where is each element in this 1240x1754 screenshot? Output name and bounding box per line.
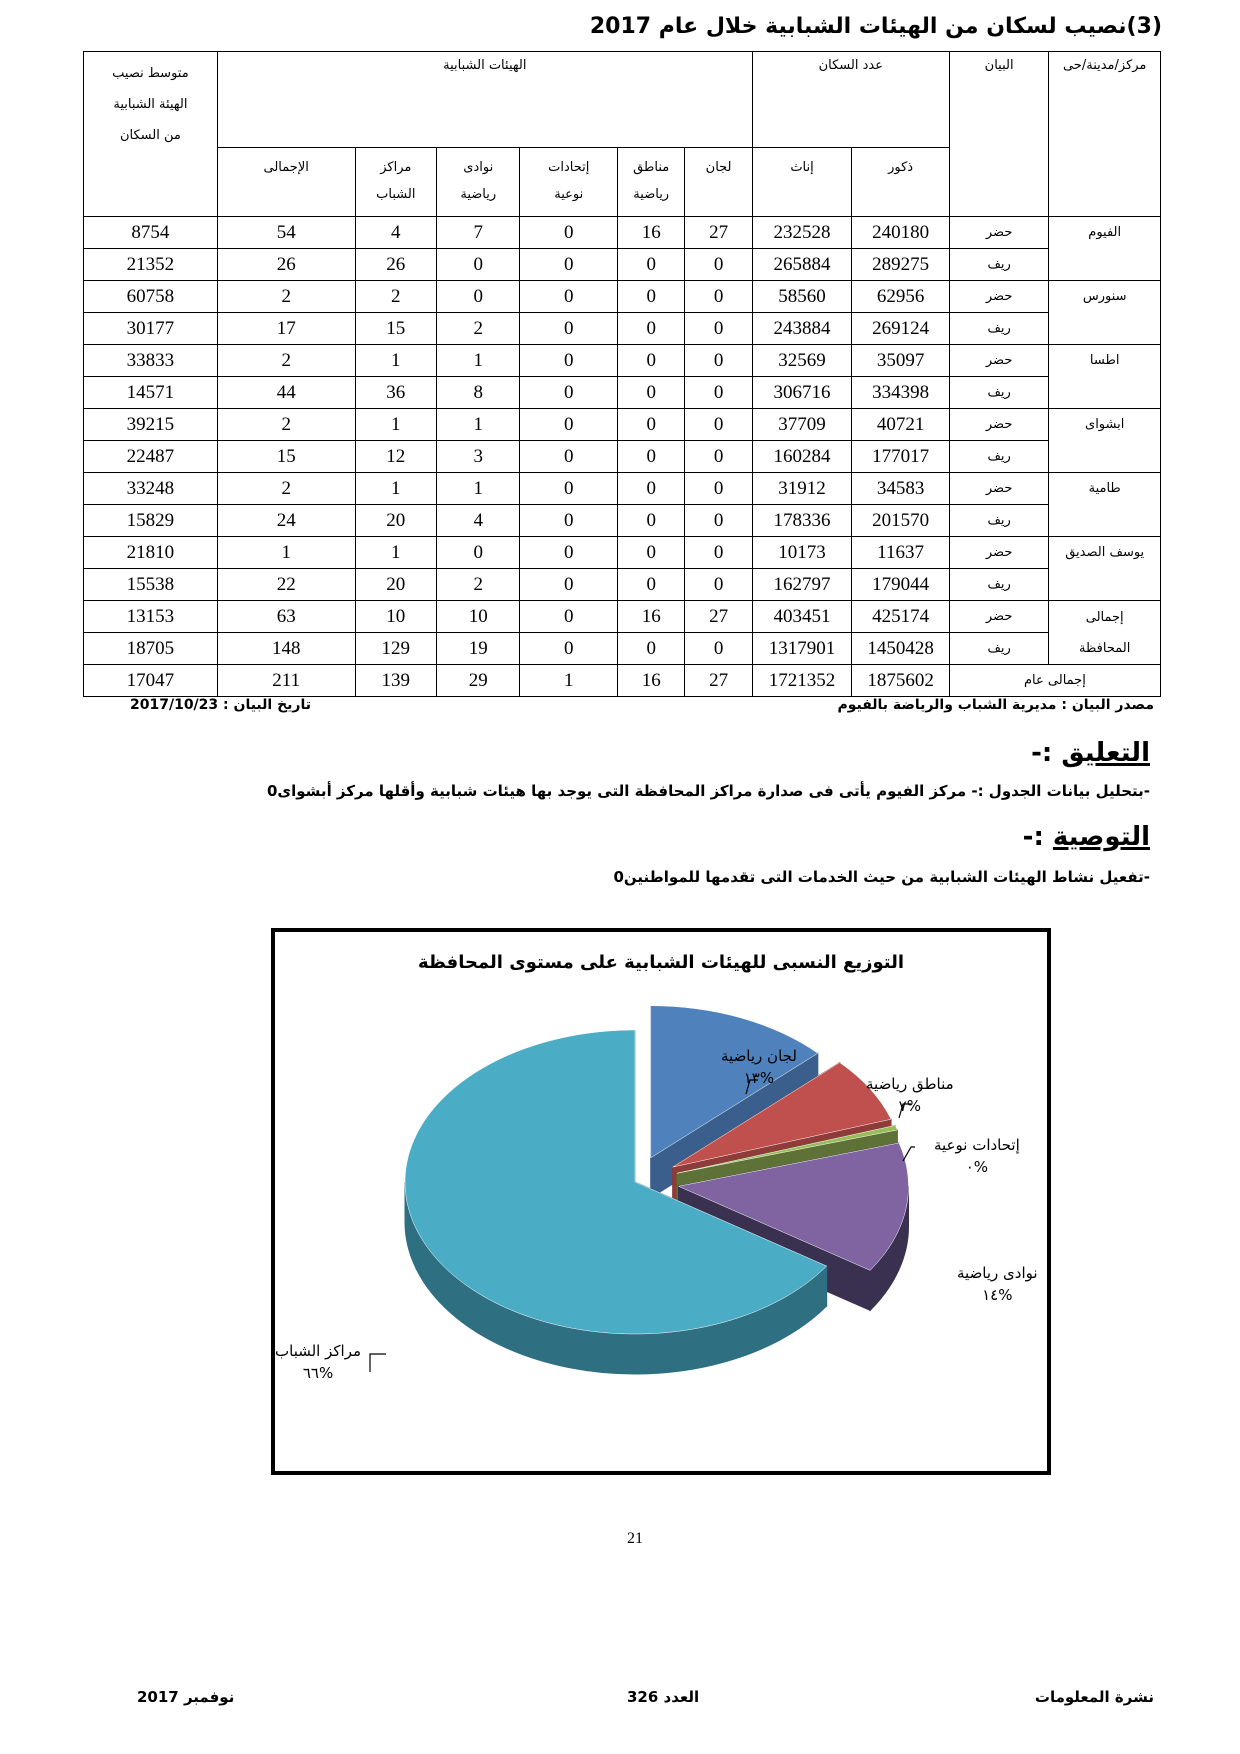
average-cell: 39215 <box>84 409 218 441</box>
urban-label: حضر <box>949 537 1049 569</box>
header-statement: البيان <box>949 52 1049 217</box>
zones-cell: 0 <box>618 313 685 345</box>
zones-cell: 0 <box>618 377 685 409</box>
zones-cell: 16 <box>618 217 685 249</box>
header-males: ذكور <box>852 148 950 217</box>
leader-line <box>903 1147 915 1161</box>
youth-cell: 20 <box>355 505 436 537</box>
average-cell: 33248 <box>84 473 218 505</box>
average-cell: 14571 <box>84 377 218 409</box>
table-row <box>84 377 1161 409</box>
youth-cell: 26 <box>355 249 436 281</box>
committees-cell: 0 <box>685 441 752 473</box>
rural-label: ريف <box>949 313 1049 345</box>
youth-cell: 10 <box>355 601 436 633</box>
males-cell: 201570 <box>852 505 950 537</box>
slice-label: مراكز الشباب %٦٦ <box>275 1342 362 1382</box>
committees-cell: 0 <box>685 633 752 665</box>
zones-cell: 16 <box>618 601 685 633</box>
header-females: إناث <box>752 148 852 217</box>
unions-cell: 0 <box>520 345 618 377</box>
unions-cell: 0 <box>520 313 618 345</box>
unions-cell: 0 <box>520 473 618 505</box>
committees-cell: 0 <box>685 345 752 377</box>
zones-cell: 0 <box>618 505 685 537</box>
table-row <box>84 633 1161 665</box>
header-youth-bodies: الهيئات الشبابية <box>217 52 752 148</box>
committees-cell: 0 <box>685 537 752 569</box>
clubs-cell: 7 <box>437 217 520 249</box>
youth-cell: 12 <box>355 441 436 473</box>
total-cell: 2 <box>217 281 355 313</box>
total-cell: 54 <box>217 217 355 249</box>
rural-label: ريف <box>949 633 1049 665</box>
header-average: متوسط نصيب الهيئة الشبابية من السكان <box>84 52 218 217</box>
unions-cell: 0 <box>520 281 618 313</box>
total-cell: 17 <box>217 313 355 345</box>
clubs-cell: 1 <box>437 409 520 441</box>
females-cell: 243884 <box>752 313 852 345</box>
table-row <box>84 537 1161 569</box>
comment-text: -بتحليل بيانات الجدول :- مركز الفيوم يأتى فى صدارة مراكز المحافظة التى يوجد بها هيئات شبابية وأقلها مركز أبشواى0 <box>266 782 1150 800</box>
header-unions: إتحادات نوعية <box>520 148 618 217</box>
youth-cell: 15 <box>355 313 436 345</box>
males-cell: 334398 <box>852 377 950 409</box>
total-cell: 2 <box>217 345 355 377</box>
header-population: عدد السكان <box>752 52 949 148</box>
total-cell: 26 <box>217 249 355 281</box>
average-cell: 8754 <box>84 217 218 249</box>
zones-cell: 0 <box>618 345 685 377</box>
zones-cell: 0 <box>618 633 685 665</box>
clubs-cell: 0 <box>437 537 520 569</box>
zones-cell: 0 <box>618 409 685 441</box>
clubs-cell: 10 <box>437 601 520 633</box>
governorate-total-label: إجمالى المحافظة <box>1049 601 1161 665</box>
females-cell: 306716 <box>752 377 852 409</box>
males-cell: 179044 <box>852 569 950 601</box>
recommendation-heading: التوصية :- <box>1022 822 1150 852</box>
committees-cell: 27 <box>685 601 752 633</box>
total-cell: 148 <box>217 633 355 665</box>
males-cell: 289275 <box>852 249 950 281</box>
pie-chart <box>275 932 1047 1471</box>
unions-cell: 0 <box>520 217 618 249</box>
table-row <box>84 569 1161 601</box>
youth-cell: 20 <box>355 569 436 601</box>
table-row <box>84 409 1161 441</box>
youth-cell: 1 <box>355 345 436 377</box>
grand-total-row <box>84 665 1161 697</box>
males-cell: 177017 <box>852 441 950 473</box>
urban-label: حضر <box>949 345 1049 377</box>
zones-cell: 0 <box>618 249 685 281</box>
area-name: الفيوم <box>1049 217 1161 281</box>
average-cell: 21810 <box>84 537 218 569</box>
average-cell: 18705 <box>84 633 218 665</box>
committees-cell: 0 <box>685 409 752 441</box>
slice-label: نوادى رياضية %١٤ <box>957 1264 1038 1304</box>
average-cell: 15538 <box>84 569 218 601</box>
rural-label: ريف <box>949 249 1049 281</box>
males-cell: 35097 <box>852 345 950 377</box>
clubs-cell: 29 <box>437 665 520 697</box>
committees-cell: 0 <box>685 281 752 313</box>
footer-date: نوفمبر 2017 <box>137 1688 235 1706</box>
zones-cell: 0 <box>618 473 685 505</box>
clubs-cell: 1 <box>437 473 520 505</box>
average-cell: 13153 <box>84 601 218 633</box>
footer-issue: العدد 326 <box>627 1688 700 1706</box>
slice-label: لجان رياضية %١٣ <box>721 1047 797 1087</box>
females-cell: 403451 <box>752 601 852 633</box>
youth-cell: 1 <box>355 537 436 569</box>
table-row <box>84 281 1161 313</box>
females-cell: 37709 <box>752 409 852 441</box>
females-cell: 31912 <box>752 473 852 505</box>
females-cell: 32569 <box>752 345 852 377</box>
average-cell: 30177 <box>84 313 218 345</box>
youth-cell: 139 <box>355 665 436 697</box>
females-cell: 162797 <box>752 569 852 601</box>
rural-label: ريف <box>949 569 1049 601</box>
total-cell: 15 <box>217 441 355 473</box>
slice-label: إتحادات نوعية %٠ <box>934 1136 1020 1176</box>
area-name: ابشواى <box>1049 409 1161 473</box>
unions-cell: 0 <box>520 377 618 409</box>
unions-cell: 0 <box>520 505 618 537</box>
zones-cell: 16 <box>618 665 685 697</box>
area-name: سنورس <box>1049 281 1161 345</box>
leader-line <box>370 1354 386 1372</box>
unions-cell: 0 <box>520 409 618 441</box>
unions-cell: 0 <box>520 633 618 665</box>
clubs-cell: 2 <box>437 313 520 345</box>
unions-cell: 0 <box>520 601 618 633</box>
total-cell: 24 <box>217 505 355 537</box>
committees-cell: 0 <box>685 505 752 537</box>
total-cell: 1 <box>217 537 355 569</box>
clubs-cell: 8 <box>437 377 520 409</box>
males-cell: 240180 <box>852 217 950 249</box>
males-cell: 62956 <box>852 281 950 313</box>
area-name: طامية <box>1049 473 1161 537</box>
average-cell: 17047 <box>84 665 218 697</box>
average-cell: 22487 <box>84 441 218 473</box>
average-cell: 33833 <box>84 345 218 377</box>
rural-label: ريف <box>949 441 1049 473</box>
urban-label: حضر <box>949 409 1049 441</box>
females-cell: 58560 <box>752 281 852 313</box>
header-youth-centers: مراكز الشباب <box>355 148 436 217</box>
clubs-cell: 0 <box>437 249 520 281</box>
committees-cell: 27 <box>685 217 752 249</box>
committees-cell: 0 <box>685 313 752 345</box>
table-row <box>84 313 1161 345</box>
chart-title: التوزيع النسبى للهيئات الشبابية على مستوى المحافظة <box>417 952 905 973</box>
grand-total-label: إجمالى عام <box>949 665 1160 697</box>
table-row <box>84 249 1161 281</box>
females-cell: 1317901 <box>752 633 852 665</box>
males-cell: 1450428 <box>852 633 950 665</box>
unions-cell: 0 <box>520 537 618 569</box>
zones-cell: 0 <box>618 537 685 569</box>
area-name: يوسف الصديق <box>1049 537 1161 601</box>
table-row <box>84 505 1161 537</box>
unions-cell: 1 <box>520 665 618 697</box>
males-cell: 269124 <box>852 313 950 345</box>
clubs-cell: 0 <box>437 281 520 313</box>
data-date: تاريخ البيان : 2017/10/23 <box>130 697 311 713</box>
table-row <box>84 441 1161 473</box>
committees-cell: 0 <box>685 473 752 505</box>
urban-label: حضر <box>949 601 1049 633</box>
clubs-cell: 4 <box>437 505 520 537</box>
females-cell: 265884 <box>752 249 852 281</box>
urban-label: حضر <box>949 473 1049 505</box>
zones-cell: 0 <box>618 569 685 601</box>
table-row <box>84 601 1161 633</box>
clubs-cell: 1 <box>437 345 520 377</box>
committees-cell: 0 <box>685 569 752 601</box>
committees-cell: 0 <box>685 377 752 409</box>
males-cell: 1875602 <box>852 665 950 697</box>
males-cell: 34583 <box>852 473 950 505</box>
females-cell: 232528 <box>752 217 852 249</box>
table-row <box>84 473 1161 505</box>
males-cell: 425174 <box>852 601 950 633</box>
zones-cell: 0 <box>618 441 685 473</box>
urban-label: حضر <box>949 281 1049 313</box>
youth-cell: 1 <box>355 409 436 441</box>
unions-cell: 0 <box>520 569 618 601</box>
youth-cell: 2 <box>355 281 436 313</box>
clubs-cell: 2 <box>437 569 520 601</box>
header-total: الإجمالى <box>217 148 355 217</box>
pie-chart-frame <box>271 928 1051 1475</box>
header-clubs: نوادى رياضية <box>437 148 520 217</box>
males-cell: 11637 <box>852 537 950 569</box>
header-committees: لجان <box>685 148 752 217</box>
slice-label: مناطق رياضية %٧ <box>866 1075 954 1115</box>
committees-cell: 27 <box>685 665 752 697</box>
rural-label: ريف <box>949 505 1049 537</box>
total-cell: 2 <box>217 409 355 441</box>
females-cell: 160284 <box>752 441 852 473</box>
youth-bodies-table <box>83 51 1161 697</box>
page-number: 21 <box>627 1530 643 1547</box>
average-cell: 15829 <box>84 505 218 537</box>
header-sports-zones: مناطق رياضية <box>618 148 685 217</box>
committees-cell: 0 <box>685 249 752 281</box>
total-cell: 2 <box>217 473 355 505</box>
table-row <box>84 345 1161 377</box>
total-cell: 22 <box>217 569 355 601</box>
header-area: مركز/مدينة/حى <box>1049 52 1161 217</box>
rural-label: ريف <box>949 377 1049 409</box>
total-cell: 211 <box>217 665 355 697</box>
males-cell: 40721 <box>852 409 950 441</box>
unions-cell: 0 <box>520 441 618 473</box>
zones-cell: 0 <box>618 281 685 313</box>
youth-cell: 1 <box>355 473 436 505</box>
footer-publication: نشرة المعلومات <box>1034 1688 1154 1706</box>
youth-cell: 129 <box>355 633 436 665</box>
page-title: (3)نصيب لسكان من الهيئات الشبابية خلال عام 2017 <box>589 14 1162 39</box>
clubs-cell: 19 <box>437 633 520 665</box>
females-cell: 178336 <box>752 505 852 537</box>
average-cell: 60758 <box>84 281 218 313</box>
females-cell: 1721352 <box>752 665 852 697</box>
table-row <box>84 217 1161 249</box>
comment-heading: التعليق :- <box>1031 738 1150 768</box>
youth-cell: 4 <box>355 217 436 249</box>
total-cell: 63 <box>217 601 355 633</box>
recommendation-text: -تفعيل نشاط الهيئات الشبابية من حيث الخدمات التى تقدمها للمواطنين0 <box>613 868 1150 886</box>
average-cell: 21352 <box>84 249 218 281</box>
area-name: اطسا <box>1049 345 1161 409</box>
youth-cell: 36 <box>355 377 436 409</box>
females-cell: 10173 <box>752 537 852 569</box>
unions-cell: 0 <box>520 249 618 281</box>
total-cell: 44 <box>217 377 355 409</box>
clubs-cell: 3 <box>437 441 520 473</box>
urban-label: حضر <box>949 217 1049 249</box>
data-source: مصدر البيان : مديرية الشباب والرياضة بالفيوم <box>837 697 1154 713</box>
